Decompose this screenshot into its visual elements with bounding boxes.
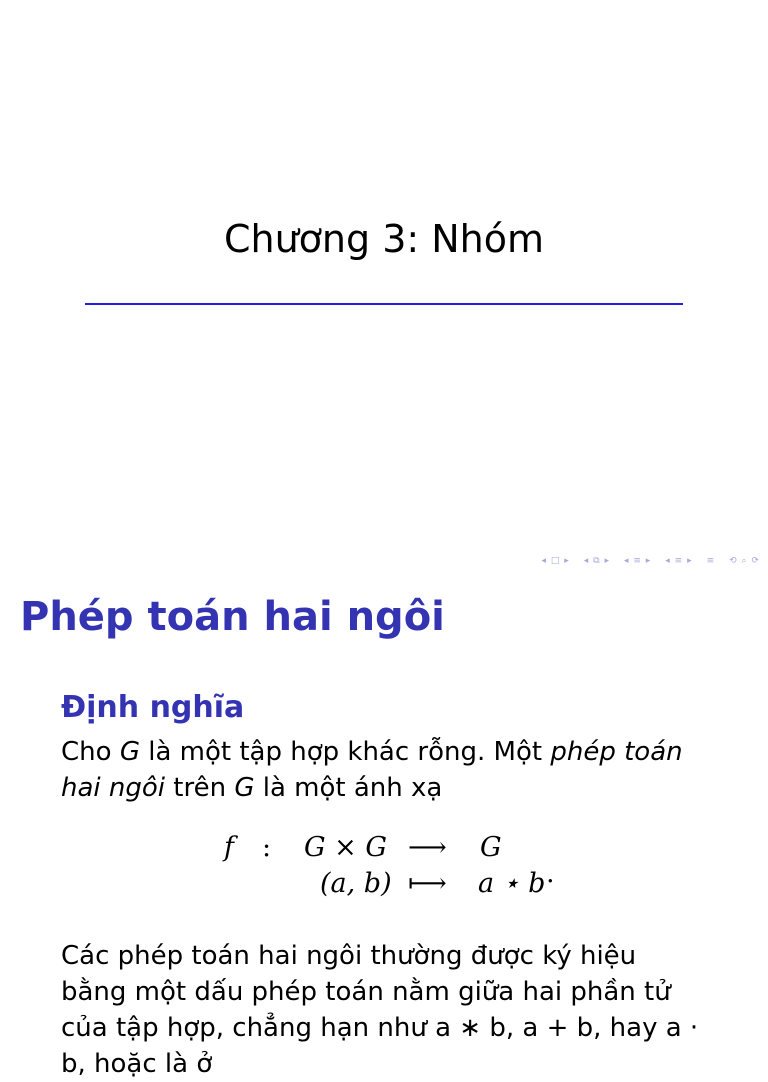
nav-search-icon[interactable]: ⟲ ⌕ ⟳	[729, 556, 760, 566]
nav-subsection-list-icon[interactable]: ◂ ≡ ▸	[665, 556, 693, 566]
math-image: a ⋆ b	[478, 868, 546, 899]
math-colon: :	[262, 832, 272, 863]
math-codomain: G	[480, 832, 502, 863]
frame-title: Phép toán hai ngôi	[20, 594, 445, 640]
nav-align-icon[interactable]: ≡	[706, 556, 716, 566]
text-run: là một ánh xạ	[254, 773, 443, 803]
math-arrow: ⟶	[408, 832, 447, 863]
mapping-formula	[220, 832, 580, 906]
emphasis-term: phép toán hai ngôi	[61, 737, 683, 803]
text-run: là một tập hợp khác rỗng. Một	[139, 737, 551, 767]
math-domain: G × G	[304, 832, 387, 863]
variable-g: G	[119, 737, 140, 767]
nav-frame-icon[interactable]: ◂ □ ▸	[541, 556, 570, 566]
definition-title: Định nghĩa	[61, 690, 245, 725]
nav-subsection-icon[interactable]: ◂ ⧉ ▸	[583, 556, 610, 566]
math-pair: (a, b)	[320, 868, 392, 899]
text-run: trên	[165, 773, 235, 803]
text-run: Cho	[61, 737, 120, 767]
math-period: .	[546, 858, 555, 889]
math-f: f	[224, 832, 234, 863]
definition-text	[61, 734, 701, 806]
slide-2	[0, 556, 768, 1079]
nav-section-icon[interactable]: ◂ ≡ ▸	[623, 556, 652, 566]
title-underline	[85, 303, 683, 305]
slide-title: Chương 3: Nhóm	[223, 217, 545, 261]
notation-text: Các phép toán hai ngôi thường được ký hiệu bằng một dấu phép toán nằm giữa hai phần tử của tập hợp, chẳng hạn như a ∗ b, a + b, hay a · b, hoặc là ở	[61, 941, 699, 1079]
variable-g: G	[234, 773, 255, 803]
math-mapsto: ⟼	[408, 868, 447, 899]
navigation-bar[interactable]	[528, 554, 760, 568]
